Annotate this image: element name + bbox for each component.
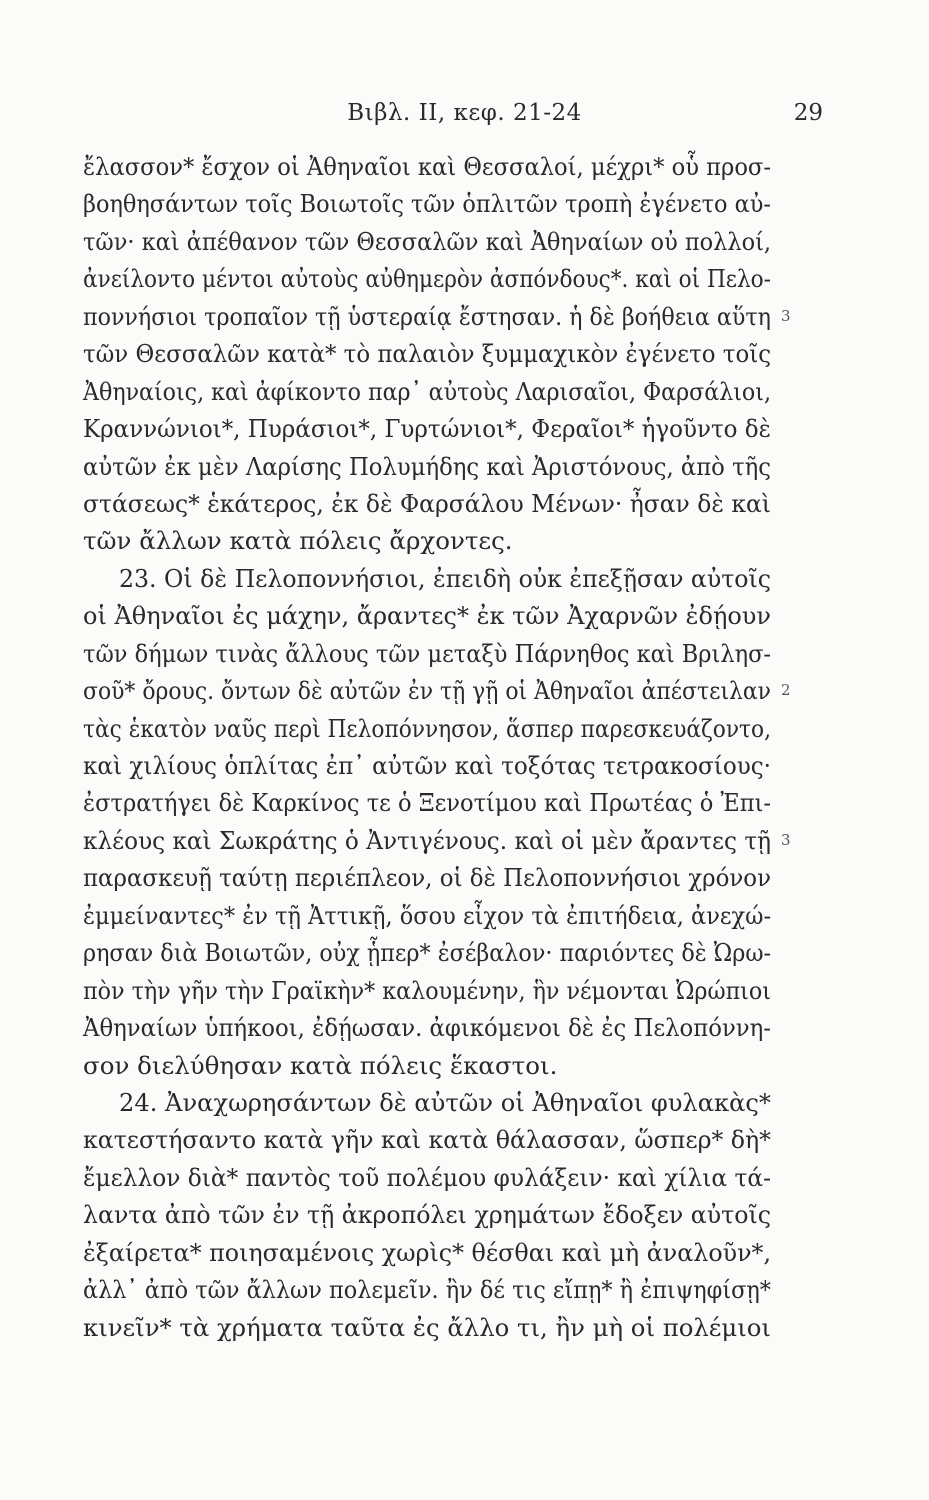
line-text: 23. Οἱ δὲ Πελοποννήσιοι, ἐπειδὴ οὐκ ἐπεξῇσαν αὐτοῖς — [119, 563, 771, 593]
body-text — [83, 148, 791, 1346]
text-line — [83, 1309, 771, 1346]
text-line — [83, 1084, 771, 1121]
margin-section-number: 3 — [781, 830, 791, 849]
line-text: σοῦ* ὄρους. ὄντων δὲ αὐτῶν ἐν τῇ γῇ οἱ Ἀθηναῖοι ἀπέστειλαν — [83, 676, 771, 706]
line-text: 24. Ἀναχωρησάντων δὲ αὐτῶν οἱ Ἀθηναῖοι φυλακὰς* — [119, 1087, 771, 1117]
text-line — [83, 672, 791, 709]
text-line — [83, 223, 771, 260]
line-text: οἱ Ἀθηναῖοι ἐς μάχην, ἄραντες* ἐκ τῶν Ἀχαρνῶν ἐδῄουν — [83, 601, 771, 631]
line-text: τῶν ἄλλων κατὰ πόλεις ἄρχοντες. — [83, 526, 513, 556]
margin-section-number: 2 — [781, 681, 791, 700]
line-text: τῶν Θεσσαλῶν κατὰ* τὸ παλαιὸν ξυμμαχικὸν ἐγένετο τοῖς — [83, 339, 772, 369]
text-line — [83, 448, 771, 485]
text-line — [83, 560, 771, 597]
text-line — [83, 597, 771, 634]
text-line — [83, 1047, 771, 1084]
running-head: Βιβλ. II, κεφ. 21-24 — [347, 100, 582, 126]
line-text: ἐμμείναντες* ἐν τῇ Ἀττικῇ, ὅσου εἶχον τὰ ἐπιτήδεια, ἀνεχώ- — [83, 900, 772, 930]
text-line — [83, 1271, 771, 1308]
line-text: ἀλλ᾽ ἀπὸ τῶν ἄλλων πολεμεῖν. ἢν δέ τις εἴπῃ* ἢ ἐπιψηφίσῃ* — [83, 1275, 772, 1305]
text-line — [83, 148, 771, 185]
line-text: ἐστρατήγει δὲ Καρκίνος τε ὁ Ξενοτίμου καὶ Πρωτέας ὁ Ἐπι- — [83, 788, 771, 818]
line-text: ρησαν διὰ Βοιωτῶν, οὐχ ᾗπερ* ἐσέβαλον· παριόντες δὲ Ὠρω- — [83, 938, 772, 968]
line-text: Ἀθηναίων ὑπήκοοι, ἐδῄωσαν. ἀφικόμενοι δὲ ἐς Πελοπόννη- — [83, 1013, 771, 1043]
text-line — [83, 784, 771, 821]
line-text: κατεστήσαντο κατὰ γῆν καὶ κατὰ θάλασσαν, ὥσπερ* δὴ* — [83, 1125, 771, 1155]
page-number: 29 — [793, 100, 823, 126]
line-text: τῶν· καὶ ἀπέθανον τῶν Θεσσαλῶν καὶ Ἀθηναίων οὐ πολλοί, — [83, 226, 772, 256]
line-text: στάσεως* ἑκάτερος, ἐκ δὲ Φαρσάλου Μένων· ἦσαν δὲ καὶ — [83, 488, 771, 518]
text-line — [83, 410, 771, 447]
page-header — [0, 100, 929, 140]
line-text: τῶν δήμων τινὰς ἄλλους τῶν μεταξὺ Πάρνηθος καὶ Βριλησ- — [83, 638, 772, 668]
line-text: ποννήσιοι τροπαῖον τῇ ὑστεραίᾳ ἔστησαν. ἡ δὲ βοήθεια αὕτη — [83, 301, 771, 331]
line-text: Κραννώνιοι*, Πυράσιοι*, Γυρτώνιοι*, Φεραῖοι* ἡγοῦντο δὲ — [83, 414, 771, 444]
text-line — [83, 335, 771, 372]
text-line — [83, 373, 771, 410]
text-line — [83, 260, 771, 297]
text-line — [83, 822, 791, 859]
line-text: κλέους καὶ Σωκράτης ὁ Ἀντιγένους. καὶ οἱ μὲν ἄραντες τῇ — [83, 825, 772, 855]
text-line — [83, 1159, 771, 1196]
text-line — [83, 1234, 771, 1271]
text-line — [83, 710, 771, 747]
line-text: λαντα ἀπὸ τῶν ἐν τῇ ἀκροπόλει χρημάτων ἔδοξεν αὐτοῖς — [83, 1200, 771, 1230]
text-line — [83, 1121, 771, 1158]
line-text: παρασκευῇ ταύτῃ περιέπλεον, οἱ δὲ Πελοποννήσιοι χρόνον — [83, 863, 772, 893]
text-line — [83, 747, 771, 784]
line-text: αὐτῶν ἐκ μὲν Λαρίσης Πολυμήδης καὶ Ἀριστόνους, ἀπὸ τῆς — [83, 451, 771, 481]
text-line — [83, 859, 771, 896]
line-text: σον διελύθησαν κατὰ πόλεις ἕκαστοι. — [83, 1050, 558, 1080]
text-line — [83, 1009, 771, 1046]
line-text: ἀνείλοντο μέντοι αὐτοὺς αὐθημερὸν ἀσπόνδους*. καὶ οἱ Πελο- — [83, 264, 771, 294]
text-line — [83, 485, 771, 522]
margin-section-number: 3 — [781, 306, 791, 325]
line-text: πὸν τὴν γῆν τὴν Γραϊκὴν* καλουμένην, ἣν νέμονται Ὠρώπιοι — [83, 975, 772, 1005]
text-line — [83, 897, 771, 934]
line-text: κινεῖν* τὰ χρήματα ταῦτα ἐς ἄλλο τι, ἢν μὴ οἱ πολέμιοι — [83, 1312, 771, 1342]
text-line — [83, 934, 771, 971]
line-text: ἔλασσον* ἔσχον οἱ Ἀθηναῖοι καὶ Θεσσαλοί, μέχρι* οὗ προσ- — [83, 152, 772, 181]
line-text: βοηθησάντων τοῖς Βοιωτοῖς τῶν ὁπλιτῶν τροπὴ ἐγένετο αὐ- — [83, 189, 771, 219]
text-line — [83, 298, 791, 335]
line-text: Ἀθηναίοις, καὶ ἀφίκοντο παρ᾽ αὐτοὺς Λαρισαῖοι, Φαρσάλιοι, — [83, 376, 771, 406]
line-text: ἔμελλον διὰ* παντὸς τοῦ πολέμου φυλάξειν· καὶ χίλια τά- — [83, 1162, 771, 1192]
line-text: καὶ χιλίους ὁπλίτας ἐπ᾽ αὐτῶν καὶ τοξότας τετρακοσίους· — [83, 751, 772, 780]
text-line — [83, 1196, 771, 1233]
line-text: τὰς ἑκατὸν ναῦς περὶ Πελοπόννησον, ἅσπερ παρεσκευάζοντο, — [83, 713, 772, 743]
text-line — [83, 635, 771, 672]
text-line — [83, 972, 771, 1009]
line-text: ἐξαίρετα* ποιησαμένοις χωρὶς* θέσθαι καὶ μὴ ἀναλοῦν*, — [83, 1237, 771, 1267]
text-line — [83, 522, 771, 559]
text-line — [83, 185, 771, 222]
